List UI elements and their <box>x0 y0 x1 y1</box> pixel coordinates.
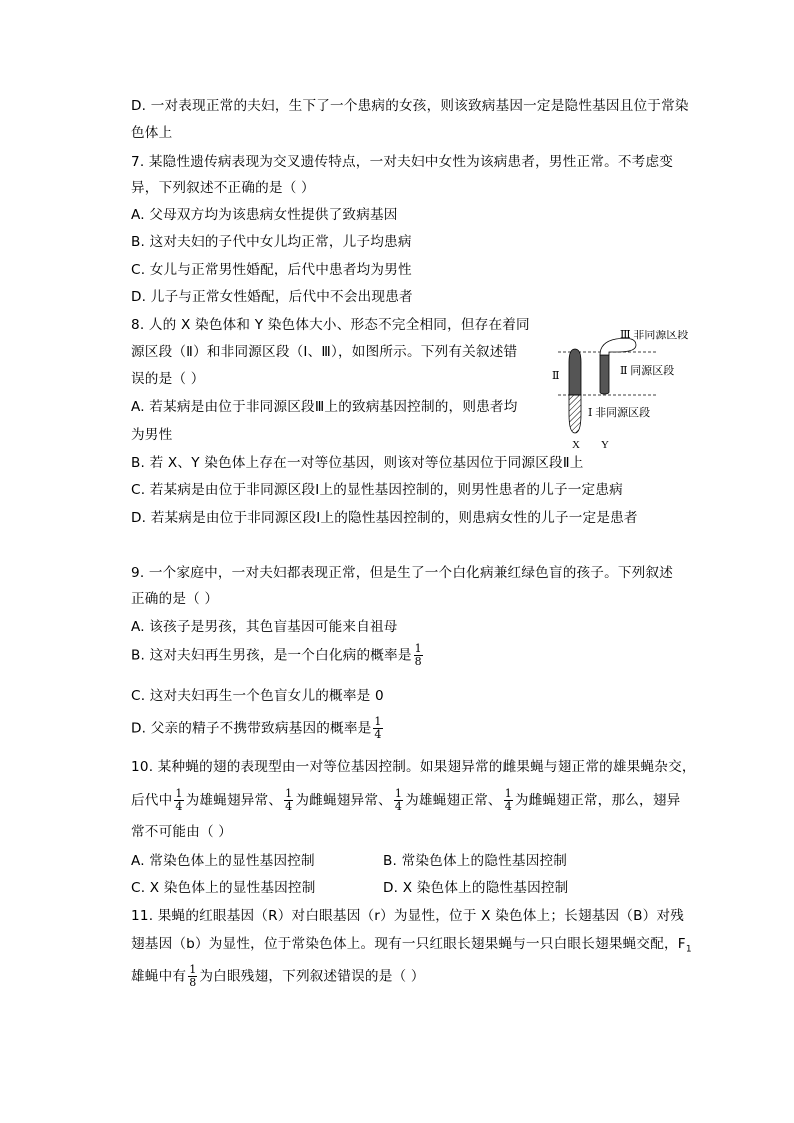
fraction-numerator: 1 <box>504 787 512 800</box>
chromosome-figure <box>548 330 708 455</box>
fraction-numerator: 1 <box>285 787 293 800</box>
fraction <box>504 788 513 813</box>
label-X: X <box>572 439 580 451</box>
fraction <box>284 788 293 813</box>
fraction-numerator: 1 <box>394 787 403 800</box>
label-II-left: Ⅱ <box>552 370 560 382</box>
q10-option-b: B. 常染色体上的隐性基因控制 <box>383 853 568 869</box>
x-chromosome-nonhomologous <box>569 395 581 433</box>
q8-stem-line3: 误的是（ ） <box>131 371 205 387</box>
q11-stem-line3 <box>131 964 425 989</box>
q7-option-d: D. 儿子与正常女性婚配，后代中不会出现患者 <box>131 289 413 305</box>
q9-option-a: A. 该孩子是男孩，其色盲基因可能来自祖母 <box>131 619 398 635</box>
q10-stem-line2 <box>131 788 680 813</box>
q11-stem-line1: 11. 果蝇的红眼基因（R）对白眼基因（r）为显性，位于 X 染色体上；长翅基因（B）对残 <box>131 908 685 924</box>
y-chromosome-homologous <box>600 355 609 394</box>
q10-text-5: 为雌蝇翅正常，那么，翅异 <box>514 792 681 809</box>
q10-stem-line1: 10. 某种蝇的翅的表现型由一对等位基因控制。如果翅异常的雌果蝇与翅正常的雄果蝇杂交， <box>131 759 696 775</box>
fraction <box>188 964 197 989</box>
q10-option-a: A. 常染色体上的显性基因控制 <box>131 853 315 869</box>
q10-text-4: 为雄蝇翅正常、 <box>405 792 502 809</box>
fraction-denominator: 4 <box>285 800 293 813</box>
x-chromosome-homologous <box>569 349 581 395</box>
fraction-denominator: 4 <box>394 800 403 813</box>
q8-option-a-line1: A. 若某病是由位于非同源区段Ⅲ上的致病基因控制的，则患者均 <box>131 399 518 415</box>
label-I: Ⅰ 非同源区段 <box>588 407 651 419</box>
label-Y: Y <box>601 439 609 451</box>
fraction-numerator: 1 <box>414 642 422 655</box>
q9-option-c: C. 这对夫妇再生一个色盲女儿的概率是 0 <box>131 688 384 704</box>
q9-stem-line2: 正确的是（ ） <box>131 591 219 607</box>
q11-text-2: 为白眼残翅，下列叙述错误的是（ ） <box>199 968 425 985</box>
q11-stem-line2 <box>131 934 692 960</box>
q9-option-d-line <box>131 716 385 741</box>
q6-option-d-line2: 色体上 <box>131 125 173 141</box>
q8-stem-line2: 源区段（Ⅱ）和非同源区段（Ⅰ、Ⅲ），如图所示。下列有关叙述错 <box>131 344 518 360</box>
q11-text-1: 雄蝇中有 <box>131 968 187 985</box>
q8-option-d: D. 若某病是由位于非同源区段Ⅰ上的隐性基因控制的，则患病女性的儿子一定是患者 <box>131 510 638 526</box>
q7-stem-line2: 异，下列叙述不正确的是（ ） <box>131 180 315 196</box>
fraction-denominator: 8 <box>189 976 197 989</box>
q10-option-d: D. X 染色体上的隐性基因控制 <box>383 880 569 896</box>
fraction-numerator: 1 <box>374 715 382 728</box>
q6-option-d-line1: D. 一对表现正常的夫妇，生下了一个患病的女孩，则该致病基因一定是隐性基因且位于常染 <box>131 98 689 114</box>
fraction-denominator: 4 <box>374 728 382 741</box>
q8-option-c: C. 若某病是由位于非同源区段Ⅰ上的显性基因控制的，则男性患者的儿子一定患病 <box>131 482 623 498</box>
fraction-denominator: 4 <box>175 800 183 813</box>
q10-text-1: 后代中 <box>131 792 173 809</box>
q8-option-b: B. 若 X、Y 染色体上存在一对等位基因，则该对等位基因位于同源区段Ⅱ上 <box>131 455 584 471</box>
fraction-numerator: 1 <box>189 963 197 976</box>
q7-option-a: A. 父母双方均为该患病女性提供了致病基因 <box>131 207 398 223</box>
fraction <box>174 788 183 813</box>
q8-option-a-line2: 为男性 <box>131 427 173 443</box>
q9-option-d: D. 父亲的精子不携带致病基因的概率是 <box>131 720 372 737</box>
q10-text-2: 为雄蝇翅异常、 <box>185 792 283 809</box>
q7-option-b: B. 这对夫妇的子代中女儿均正常，儿子均患病 <box>131 234 412 250</box>
fraction-denominator: 4 <box>504 800 512 813</box>
q9-stem-line1: 9. 一个家庭中，一对夫妇都表现正常，但是生了一个白化病兼红绿色盲的孩子。下列叙述 <box>131 565 674 581</box>
q7-option-c: C. 女儿与正常男性婚配，后代中患者均为男性 <box>131 262 412 278</box>
q7-stem-line1: 7. 某隐性遗传病表现为交叉遗传特点，一对夫妇中女性为该病患者，男性正常。不考虑变 <box>131 154 674 170</box>
fraction-denominator: 8 <box>414 655 422 668</box>
fraction <box>373 716 382 741</box>
q8-stem-line1: 8. 人的 X 染色体和 Y 染色体大小、形态不完全相同，但存在着同 <box>131 317 530 333</box>
q10-text-3: 为雌蝇翅异常、 <box>295 792 392 809</box>
q9-option-b-line <box>131 643 425 668</box>
fraction-numerator: 1 <box>175 787 183 800</box>
fraction <box>394 788 403 813</box>
label-II-right: Ⅱ 同源区段 <box>620 365 675 377</box>
q10-option-c: C. X 染色体上的显性基因控制 <box>131 880 316 896</box>
subscript: 1 <box>685 944 692 955</box>
label-III: Ⅲ 非同源区段 <box>620 330 689 341</box>
q10-stem-line3: 常不可能由（ ） <box>131 824 233 840</box>
q11-stem-line2-text: 翅基因（b）为显性，位于常染色体上。现有一只红眼长翅果蝇与一只白眼长翅果蝇交配，F <box>131 936 686 952</box>
fraction <box>414 643 423 668</box>
q9-option-b: B. 这对夫妇再生男孩，是一个白化病的概率是 <box>131 647 412 664</box>
